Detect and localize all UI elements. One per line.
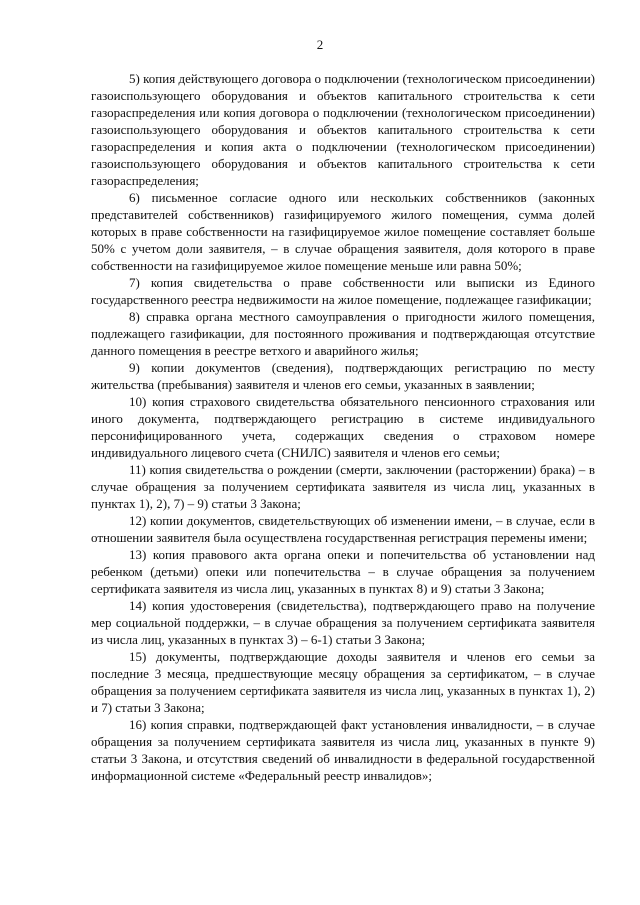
paragraph-item-6: 6) письменное согласие одного или нескольких собственников (законных представителей собственников) газифицируемого жилого помещения, сумма долей которых в праве собственности на газифицируемое жилое помещение составляет больше 50% с учетом доли заявителя, – в случае обращения заявителя, доля которого в праве собственности на газифицируемое жилое помещение меньше или равна 50%; xyxy=(91,190,595,273)
paragraph-item-16: 16) копия справки, подтверждающей факт установления инвалидности, – в случае обращения за получением сертификата заявителя из числа лиц, указанных в пункте 9) статьи 3 Закона, и отсутствия сведений об инвалидности в федеральной государственной информационной системе «Федеральный реестр инвалидов»; xyxy=(91,717,595,783)
paragraph-item-10: 10) копия страхового свидетельства обязательного пенсионного страхования или иного документа, подтверждающего регистрацию в системе индивидуального персонифицированного учета, содержащих сведения о страховом номере индивидуального лицевого счета (СНИЛС) заявителя и членов его семьи; xyxy=(91,394,595,460)
page-number: 2 xyxy=(316,37,324,52)
paragraph-item-9: 9) копии документов (сведения), подтверждающих регистрацию по месту жительства (пребывания) заявителя и членов его семьи, указанных в заявлении; xyxy=(91,360,595,392)
paragraph-item-7: 7) копия свидетельства о праве собственности или выписки из Единого государственного реестра недвижимости на жилое помещение, подлежащее газификации; xyxy=(91,275,595,307)
paragraph-item-14: 14) копия удостоверения (свидетельства), подтверждающего право на получение мер социальной поддержки, – в случае обращения за получением сертификата заявителя из числа лиц, указанных в пунктах 3) – 6-1) статьи 3 Закона; xyxy=(91,598,595,647)
document-body xyxy=(91,70,595,784)
paragraph-item-13: 13) копия правового акта органа опеки и попечительства об установлении над ребенком (детьми) опеки или попечительства – в случае обращения за получением сертификата заявителя из числа лиц, указанных в пунктах 8) и 9) статьи 3 Закона; xyxy=(91,547,595,596)
paragraph-item-15: 15) документы, подтверждающие доходы заявителя и членов его семьи за последние 3 месяца, предшествующие месяцу обращения за сертификатом, – в случае обращения за получением сертификата заявителя из числа лиц, указанных в пунктах 1), 2) и 7) статьи 3 Закона; xyxy=(91,649,595,715)
paragraph-item-8: 8) справка органа местного самоуправления о пригодности жилого помещения, подлежащего газификации, для постоянного проживания и подтверждающая отсутствие данного помещения в реестре ветхого и аварийного жилья; xyxy=(91,309,595,358)
paragraph-item-11: 11) копия свидетельства о рождении (смерти, заключении (расторжении) брака) – в случае обращения за получением сертификата заявителя из числа лиц, указанных в пунктах 1), 2), 7) – 9) статьи 3 Закона; xyxy=(91,462,595,511)
paragraph-item-12: 12) копии документов, свидетельствующих об изменении имени, – в случае, если в отношении заявителя была осуществлена государственная регистрация перемены имени; xyxy=(91,513,595,545)
paragraph-item-5: 5) копия действующего договора о подключении (технологическом присоединении) газоиспользующего оборудования и объектов капитального строительства к сети газораспределения или копия договора о подключении (технологическом присоединении) газоиспользующего оборудования и объектов капитального строительства к сети газораспределения и копия акта о подключении (технологическом присоединении) газоиспользующего оборудования и объектов капитального строительства к сети газораспределения; xyxy=(91,71,595,188)
